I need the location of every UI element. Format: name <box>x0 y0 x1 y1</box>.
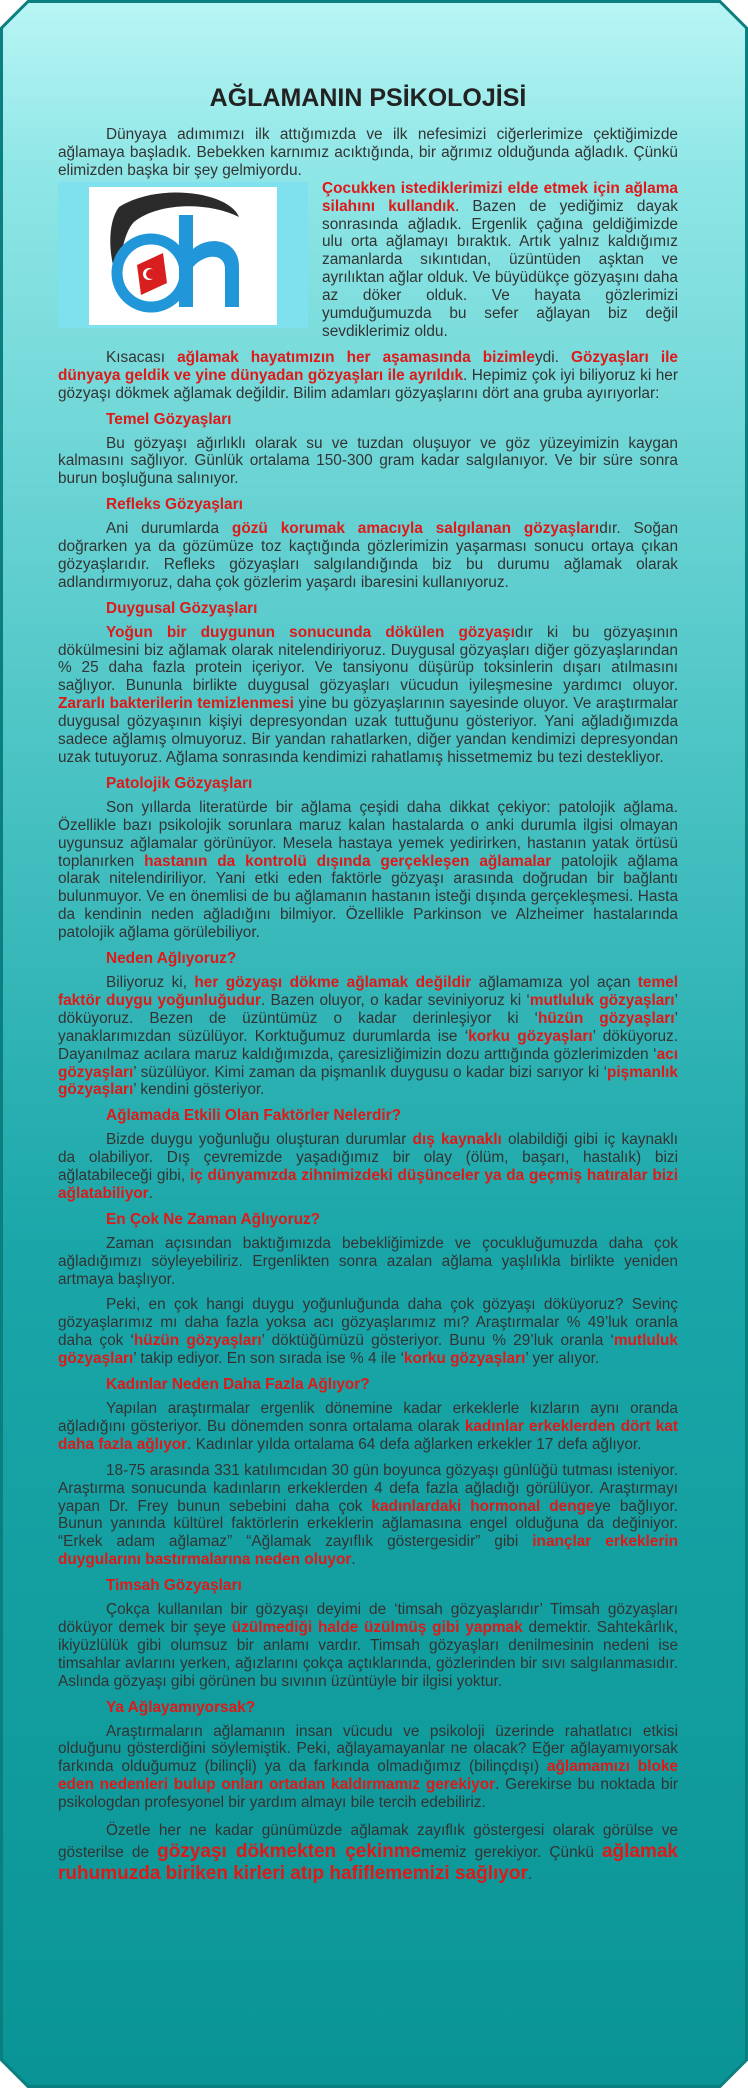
faktorler-text-2: olabildiği gibi iç kaynaklı da olabiliyor. Dış çevremizde yaşadığımız bir olay (ölüm, başarı, hastalık) bizi ağlatabileceği gibi, <box>58 1131 679 1185</box>
intro-text-2: . Bazen de yediğimiz dayak sonrasında ağladık. Ergenlik çağına geldiğimizde ulu orta ağlamayı bıraktık. Artık yalnız kaldığımız zamanlarda sıkıntıdan, üzüntüden aşktan ve ayrılıktan ağlar olduk. Ve büyüdükçe gözyaşını daha az döker olduk. Ve hayata gözlerimizi yumduğumuzda bu sefer ağlayan biz değil sevdiklerimiz oldu. <box>322 197 678 340</box>
final-paragraph <box>58 1820 678 1885</box>
heading-temel: Temel Gözyaşları <box>106 410 232 428</box>
summary-highlight-1: ağlamak hayatımızın her aşamasında bizimle <box>177 348 535 366</box>
heading-kadinlar: Kadınlar Neden Daha Fazla Ağlıyor? <box>106 1376 370 1394</box>
refleks-text-2: dır. Soğan doğrarken ya da gözümüze toz kaçtığında gözlerimizin yaşarması sonucu ortaya çıkan gözyaşlarıdır. Refleks gözyaşları salgılandığında biz bu durumu ağlamak olarak adlandırmıyoruz, daha çok gözlerim yaşardı ibaresini kullanıyoruz. <box>58 520 679 591</box>
kadinlar-text-1: Yapılan araştırmalar ergenlik dönemine kadar erkeklerle kızların aynı oranda ağladığını gösteriyor. Bu dönemden sonra ortalama olarak <box>58 1400 678 1435</box>
aglamiyorsak-text-2: . Gerekirse bu noktada bir psikologdan profesyonel bir yardım almayı bile tercih edebiliriz. <box>58 1776 678 1812</box>
refleks-highlight: gözü korumak amacıyla salgılanan gözyaşları <box>231 520 600 538</box>
heading-duygusal: Duygusal Gözyaşları <box>106 599 258 617</box>
encok-text-2: ’ döktüğümüzü gösteriyor. Bunu % 29’luk oranla ‘ <box>261 1332 614 1350</box>
summary-paragraph <box>58 349 678 403</box>
aglamiyorsak-highlight: ağlamamızı bloke eden nedenleri bulup onları ortadan kaldırmamız gerekiyor <box>58 1758 678 1794</box>
timsah-paragraph <box>58 1601 678 1691</box>
intro-highlight: Çocukken istediklerimizi elde etmek için ağlama silahını kullandık <box>322 179 678 215</box>
faktorler-highlight-1: dış kaynaklı <box>412 1131 502 1149</box>
kadinlar-paragraph-2 <box>58 1462 678 1569</box>
encok-text-4: ’ yer alıyor. <box>525 1350 600 1368</box>
heading-patolojik: Patolojik Gözyaşları <box>106 774 253 792</box>
aglamiyorsak-paragraph <box>58 1723 678 1813</box>
duygusal-text-2: yine bu gözyaşlarının sayesinde oluyor. Ve araştırmalar duygusal gözyaşının kişiyi depresyondan uzak tuttuğunu gösteriyor. Yani ağladığımızda sadece ağlamış olmuyoruz. Bir yandan rahatlarken, diğer yandan kendimizi depresyondan uzak tutuyoruz. Ağlama sonrasında kendimizi rahatlamış hissetmemiz bu tezi destekliyor. <box>58 695 678 766</box>
neden-highlight-7: pişmanlık gözyaşları <box>58 1063 678 1099</box>
neden-paragraph <box>58 974 678 1099</box>
refleks-paragraph <box>58 520 678 592</box>
encok-text-3: ’ takip ediyor. En son sırada ise % 4 ile ‘ <box>133 1350 404 1368</box>
logo-frame <box>58 182 308 328</box>
kadinlar-highlight-3: inançlar erkeklerin duygularını bastırmalarına neden oluyor <box>58 1533 679 1569</box>
final-highlight-1: gözyaşı dökmekten çekinme <box>157 1841 422 1863</box>
encok-paragraph-1: Zaman açısından baktığımızda bebekliğimizde ve çocukluğumuzda daha çok ağladığımızı söyleyebiliriz. Ergenlikten sonra azalan ağlama yaşlılıkla birlikte yeniden artmaya başlıyor. <box>58 1234 678 1288</box>
neden-highlight-2: temel faktör duygu yoğunluğudur <box>58 973 679 1009</box>
aglamiyorsak-text-1: Araştırmaların ağlamanın insan vücudu ve psikoloji üzerinde rahatlatıcı etkisi olduğunu gösterdiğini söylemiştik. Peki, ağlayamayanlar ne olacak? Eğer ağlayamıyorsak farkında olduğumuz (bilinçli) ya da farkında olmadığımız (bilinçdışı) <box>58 1722 678 1776</box>
neden-highlight-4: hüzün gözyaşları <box>537 1009 675 1027</box>
kadinlar-text-4: ye bağlıyor. Bunun yanında kültürel faktörlerin erkeklerin ağlamasına engel olduğuna da değiniyor. “Erkek adam ağlamaz” “Ağlamak zayıflık göstergesidir” gibi <box>58 1497 679 1551</box>
patolojik-paragraph <box>58 799 678 942</box>
faktorler-paragraph <box>58 1131 678 1203</box>
final-highlight-2: ağlamak ruhumuzda biriken kirleri atıp hafiflememizi sağlıyor <box>58 1841 678 1885</box>
duygusal-text-1: dır ki bu gözyaşının dökülmesini biz ağlamak olarak nitelendiriyoruz. Duygusal gözyaşları diğer gözyaşlarından % 25 daha fazla protein içeriyor. Ve tansiyonu düşürüp toksinlerin dışarı atılmasını sağlıyor. Bununla birlikte duygusal gözyaşları vücudun iyileşmesine yardımcı oluyor. <box>58 623 678 695</box>
encok-text-1: Peki, en çok hangi duygu yoğunluğunda daha çok gözyaşı döküyoruz? Sevinç gözyaşlarımız mı daha fazla yoksa acı gözyaşlarımız mı? Araştırmalar % 49’luk oranla daha çok ‘ <box>58 1296 678 1350</box>
timsah-text-2: demektir. Sahtekârlık, ikiyüzlülük gibi olumsuz bir anlamı vardır. Timsah gözyaşları denilmesinin nedeni ise timsahlar avlarını yerken, ağızlarını çokça açtıklarında, gözlerinden bir sıvı salgılanmasıdır. Aslında gözyaşı gibi görünen bu sıvının üzüntüyle bir ilgisi yoktur. <box>58 1618 678 1690</box>
kadinlar-highlight-2: kadınlardaki hormonal denge <box>371 1497 595 1515</box>
kadinlar-text-3: 18-75 arasında 331 katılımcıdan 30 gün boyunca gözyaşı günlüğü tutması isteniyor. Araştırma sonucunda kadınların erkeklerden 4 defa fazla ağladığı görülüyor. Araştırmayı yapan Dr. Frey bunun sebebini daha çok <box>58 1461 678 1515</box>
intro-text-1: Dünyaya adımımızı ilk attığımızda ve ilk nefesimizi ciğerlerimize çektiğimizde ağlamaya başladık. Bebekken karnımız acıktığında, bir ağrımız olduğunda ağladık. Çünkü elimizden başka bir şey gelmiyordu. <box>58 126 678 179</box>
kadinlar-highlight-1: kadınlar erkeklerden dört kat daha fazla ağlıyor <box>58 1417 678 1453</box>
heading-refleks: Refleks Gözyaşları <box>106 496 243 514</box>
neden-highlight-6: acı gözyaşları <box>58 1045 678 1081</box>
summary-text-1: Kısacası <box>106 348 178 366</box>
logo-background <box>89 187 277 325</box>
intro-paragraph <box>58 126 678 180</box>
neden-text-7: ’ süzülüyor. Kimi zaman da pişmanlık duygusu o kadar bizi sarıyor ki ‘ <box>133 1063 607 1081</box>
summary-text-2: ydi. <box>534 348 571 366</box>
faktorler-highlight-2: iç dünyamızda zihnimizdeki düşünceler ya da geçmiş hatıralar bizi ağlatabiliyor <box>58 1167 678 1202</box>
neden-highlight-3: mutluluk gözyaşları <box>529 991 675 1009</box>
kadinlar-text-2: . Kadınlar yılda ortalama 64 defa ağlarken erkekler 17 defa ağlıyor. <box>187 1435 642 1453</box>
article <box>58 86 678 1885</box>
neden-highlight-5: korku gözyaşları <box>468 1027 593 1045</box>
refleks-text-1: Ani durumlarda <box>106 520 232 538</box>
temel-paragraph: Bu gözyaşı ağırlıklı olarak su ve tuzdan oluşuyor ve göz yüzeyimizin kaygan kalmasını sağlıyor. Günlük ortalama 150-300 gram kadar salgılanıyor. Ve bir süre sonra burun boşluğuna salınıyor. <box>58 434 678 488</box>
neden-text-1: Biliyoruz ki, <box>106 973 195 991</box>
neden-text-5: ’ yanaklarımızdan süzülüyor. Korktuğumuz durumlarda ise ‘ <box>58 1009 678 1045</box>
encok-highlight-3: korku gözyaşları <box>403 1350 526 1368</box>
page-title: AĞLAMANIN PSİKOLOJİSİ <box>209 84 527 112</box>
final-text-2: memiz gerekiyor. Çünkü <box>421 1844 602 1862</box>
faktorler-text-3: . <box>148 1184 153 1202</box>
patolojik-highlight: hastanın da kontrolü dışında gerçekleşen ağlamalar <box>144 852 552 870</box>
timsah-text-1: Çokça kullanılan bir gözyaşı deyimi de ‘timsah gözyaşlarıdır’ Timsah gözyaşları döküyor demek bir şeye <box>58 1601 678 1636</box>
final-text-3: . <box>527 1866 533 1884</box>
kadinlar-text-5: . <box>351 1551 356 1569</box>
heading-faktorler: Ağlamada Etkili Olan Faktörler Nelerdir? <box>106 1107 402 1125</box>
duygusal-highlight-2: Zararlı bakterilerin temizlenmesi <box>58 695 294 713</box>
heading-timsah: Timsah Gözyaşları <box>106 1577 242 1595</box>
heading-aglamiyorsak: Ya Ağlayamıyorsak? <box>106 1698 256 1716</box>
neden-text-8: ’ kendini gösteriyor. <box>133 1081 265 1099</box>
dh-logo-icon <box>89 187 277 325</box>
final-text-1: Özetle her ne kadar günümüzde ağlamak zayıflık göstergesi olarak görülse ve gösterilse de <box>58 1822 678 1862</box>
neden-text-6: ’ döküyoruz. Dayanılmaz acılara maruz kaldığımızda, çaresizliğimizin dozu arttığında gözlerimizden ‘ <box>58 1027 678 1063</box>
duygusal-paragraph <box>58 624 678 767</box>
kadinlar-paragraph-1 <box>58 1400 678 1454</box>
heading-encok: En Çok Ne Zaman Ağlıyoruz? <box>106 1210 321 1228</box>
neden-text-4: ’ döküyoruz. Bezen de üzüntümüz o kadar derinleşiyor ki ‘ <box>58 991 678 1027</box>
patolojik-text-1: Son yıllarda literatürde bir ağlama çeşidi daha dikkat çekiyor: patolojik ağlama. Özellikle bazı psikolojik sorunlara maruz kalan hastalarda o anki durumla ilgisi olmayan uygunsuz ağlamalar görünüyor. Mesela hastaya yemek yedirirken, hastanın yatak örtüsü toplanırken <box>58 798 678 870</box>
heading-neden: Neden Ağlıyoruz? <box>106 950 237 968</box>
encok-paragraph-2 <box>58 1296 678 1368</box>
encok-highlight-1: hüzün gözyaşları <box>133 1332 262 1350</box>
duygusal-highlight-1: Yoğun bir duygunun sonucunda dökülen gözyaşı <box>106 623 515 641</box>
summary-text-3: . Hepimiz çok iyi biliyoruz ki her gözyaşı dökmek ağlamak değildir. Bilim adamları gözyaşlarını dört ana gruba ayırıyorlar: <box>58 366 678 402</box>
neden-text-3: . Bazen oluyor, o kadar seviniyoruz ki ‘ <box>260 991 530 1009</box>
timsah-highlight: üzülmediği halde üzülmüş gibi yapmak <box>231 1618 523 1636</box>
encok-highlight-2: mutluluk gözyaşları <box>58 1332 678 1368</box>
patolojik-text-2: patolojik ağlama olarak nitelendiriliyor. Yani etki eden faktörle gözyaşı arasında doğrudan bir bağlantı bulunmuyor. Ve en önemlisi de bu ağlamanın hastanın isteği dışında gerçekleşmesi. Hasta da kendinin neden ağladığını bilmiyor. Özellikle Parkinson ve Alzheimer hastalarında patolojik ağlama görülebiliyor. <box>58 852 679 942</box>
neden-text-2: ağlamamıza yol açan <box>471 973 638 991</box>
faktorler-text-1: Bizde duygu yoğunluğu oluşturan durumlar <box>106 1131 413 1149</box>
summary-highlight-2: Gözyaşları ile dünyaya geldik ve yine dünyadan gözyaşları ile ayrıldık <box>58 348 678 384</box>
neden-highlight-1: her gözyaşı dökme ağlamak değildir <box>194 973 472 991</box>
